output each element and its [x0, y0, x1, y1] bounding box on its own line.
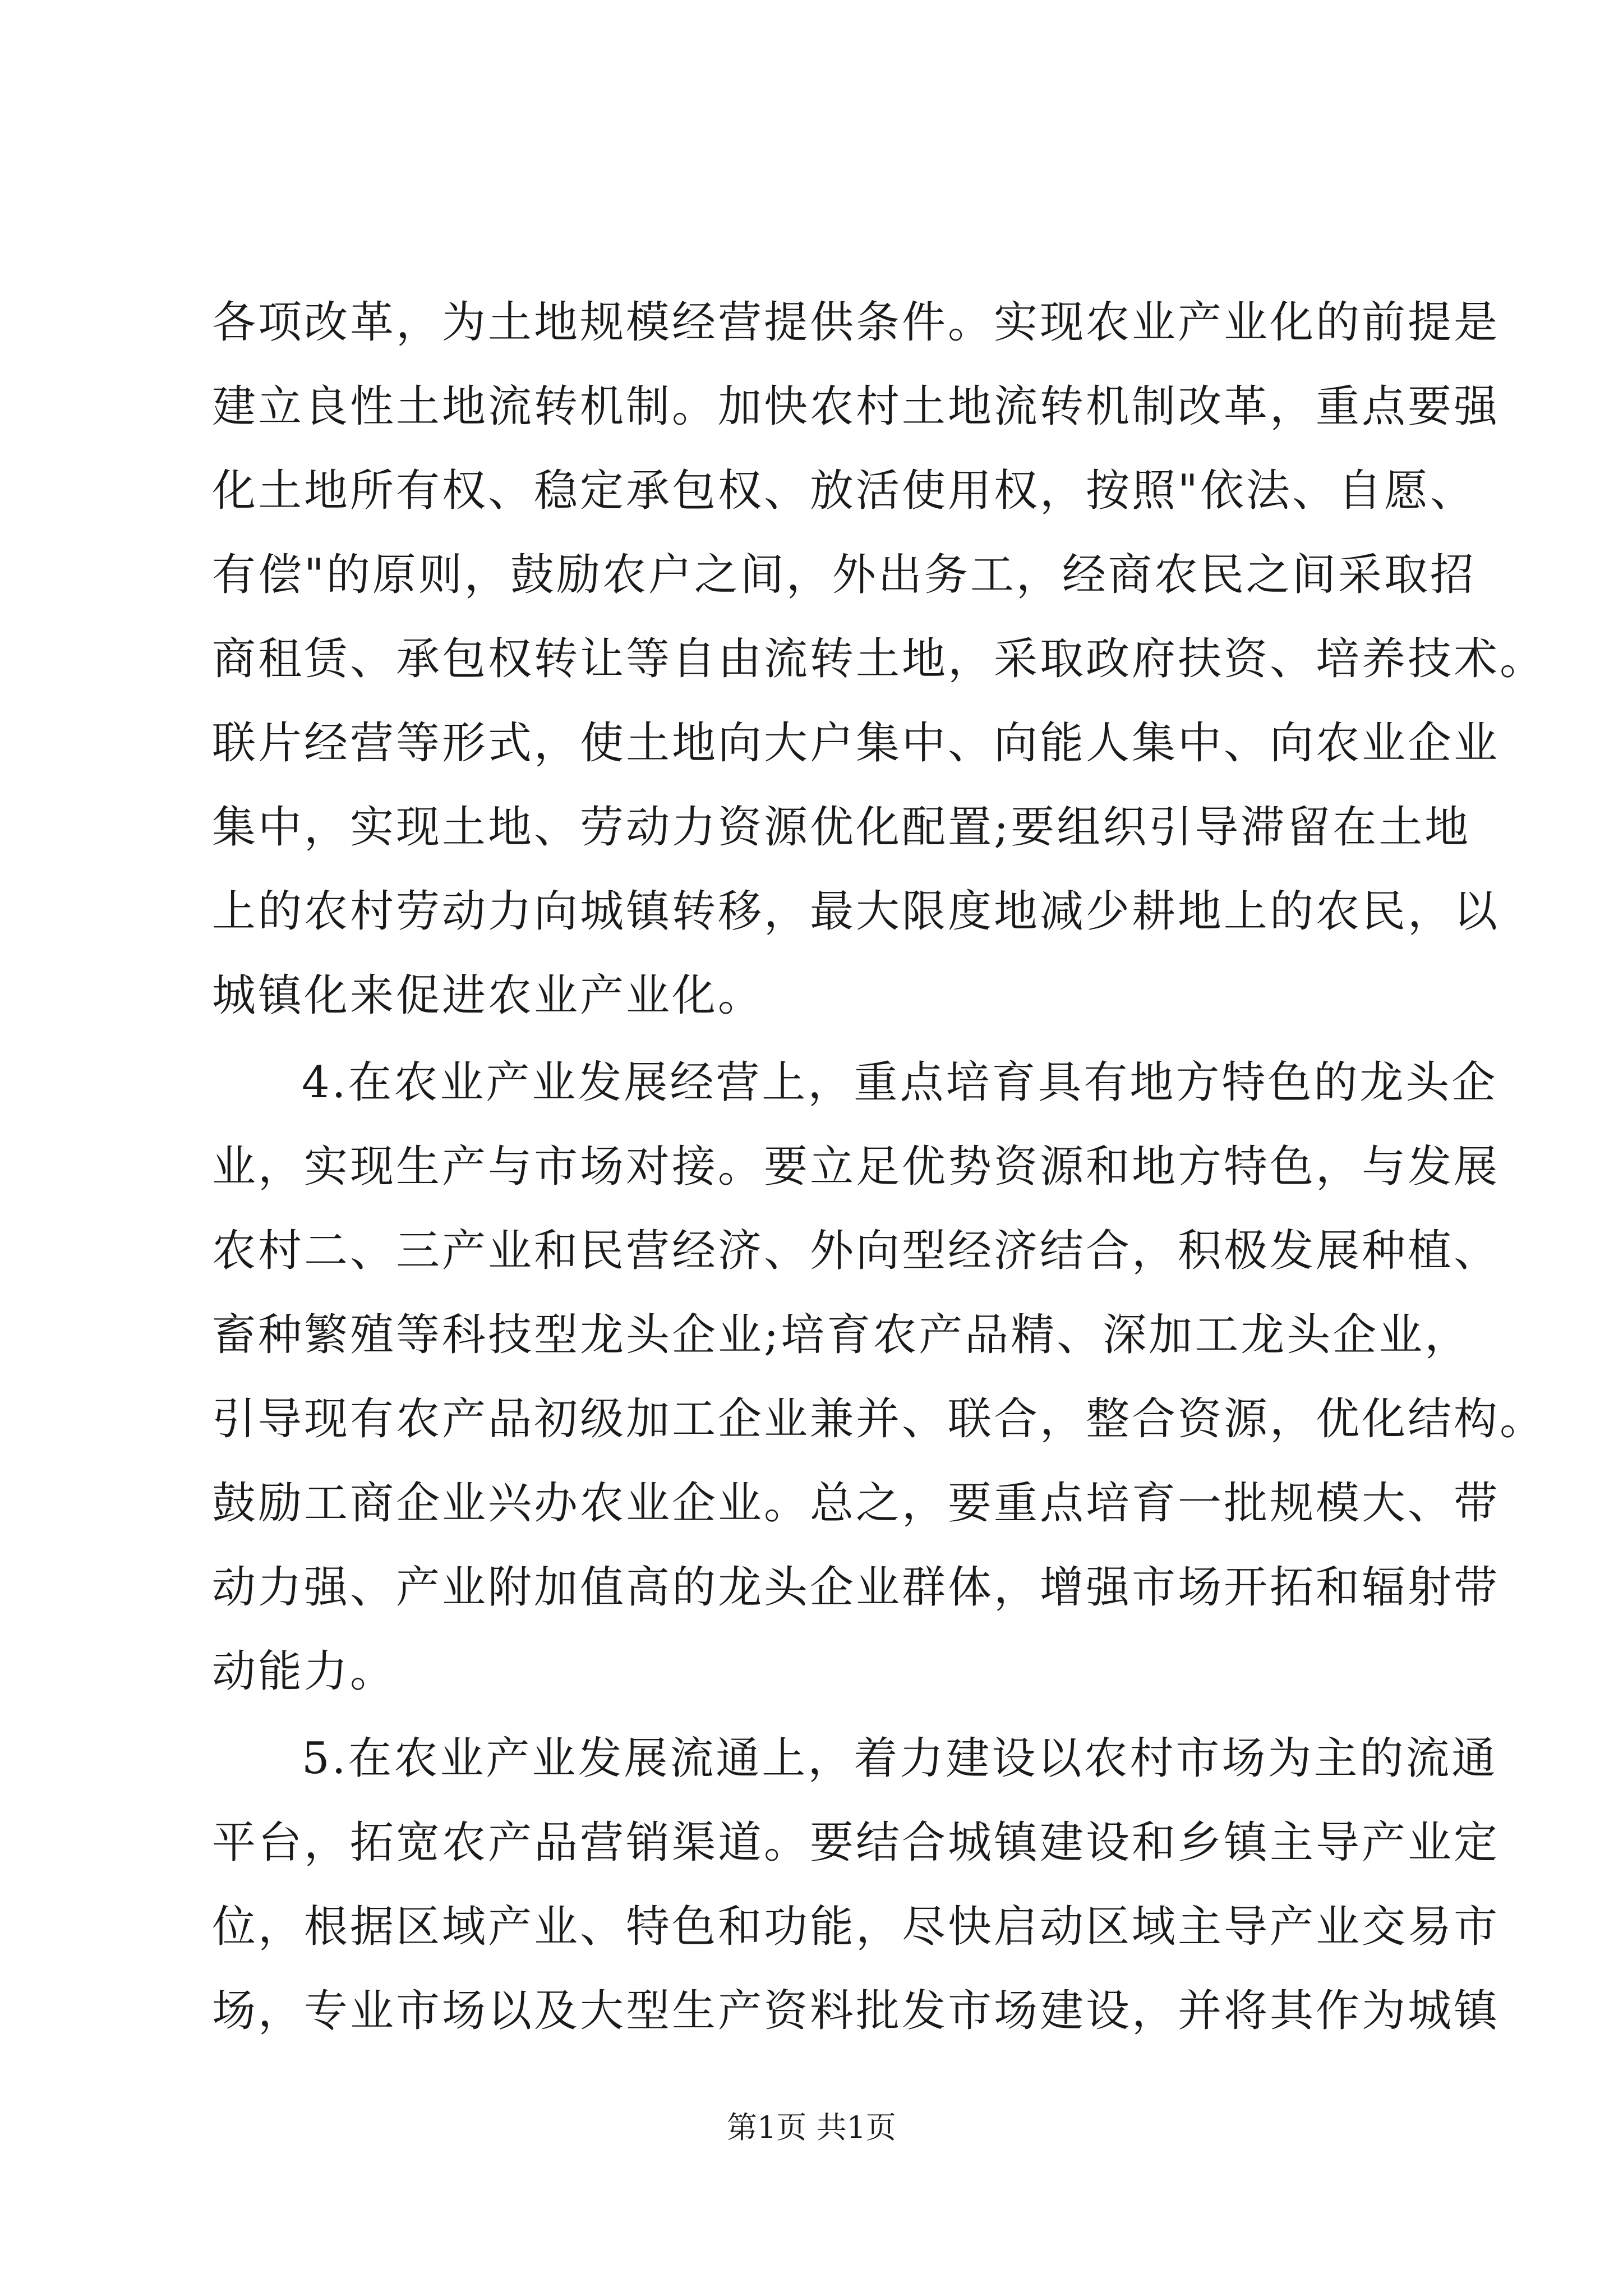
text-line: 建立良性土地流转机制。加快农村土地流转机制改革，重点要强: [212, 381, 1500, 432]
text-line: 引导现有农产品初级加工企业兼并、联合，整合资源，优化结构。: [212, 1394, 1546, 1444]
text-line: 城镇化来促进农业产业化。: [212, 970, 764, 1021]
text-line: 集中，实现土地、劳动力资源优化配置;要组织引导滞留在土地: [212, 802, 1471, 853]
text-line: 平台，拓宽农产品营销渠道。要结合城镇建设和乡镇主导产业定: [212, 1818, 1500, 1868]
text-line: 联片经营等形式，使土地向大户集中、向能人集中、向农业企业: [212, 718, 1500, 769]
text-line: 4.在农业产业发展经营上，重点培育具有地方特色的龙头企: [302, 1057, 1498, 1108]
text-line: 有偿"的原则，鼓励农户之间，外出务工，经商农民之间采取招: [212, 550, 1476, 600]
text-line: 上的农村劳动力向城镇转移，最大限度地减少耕地上的农民，以: [212, 886, 1500, 937]
text-line: 业，实现生产与市场对接。要立足优势资源和地方特色，与发展: [212, 1142, 1500, 1192]
text-line: 5.在农业产业发展流通上，着力建设以农村市场为主的流通: [302, 1733, 1498, 1784]
text-line: 鼓励工商企业兴办农业企业。总之，要重点培育一批规模大、带: [212, 1478, 1500, 1529]
page-footer: 第1页 共1页: [727, 2110, 896, 2145]
text-line: 动力强、产业附加值高的龙头企业群体，增强市场开拓和辐射带: [212, 1562, 1500, 1613]
text-line: 农村二、三产业和民营经济、外向型经济结合，积极发展种植、: [212, 1226, 1500, 1276]
text-line: 各项改革，为土地规模经营提供条件。实现农业产业化的前提是: [212, 297, 1500, 348]
text-line: 动能力。: [212, 1646, 396, 1697]
text-line: 商租赁、承包权转让等自由流转土地，采取政府扶资、培养技术。: [212, 634, 1546, 684]
text-line: 位，根据区域产业、特色和功能，尽快启动区域主导产业交易市: [212, 1902, 1500, 1952]
text-line: 化土地所有权、稳定承包权、放活使用权，按照"依法、自愿、: [212, 466, 1476, 516]
text-line: 畜种繁殖等科技型龙头企业;培育农产品精、深加工龙头企业，: [212, 1310, 1471, 1360]
text-line: 场，专业市场以及大型生产资料批发市场建设，并将其作为城镇: [212, 1986, 1500, 2036]
